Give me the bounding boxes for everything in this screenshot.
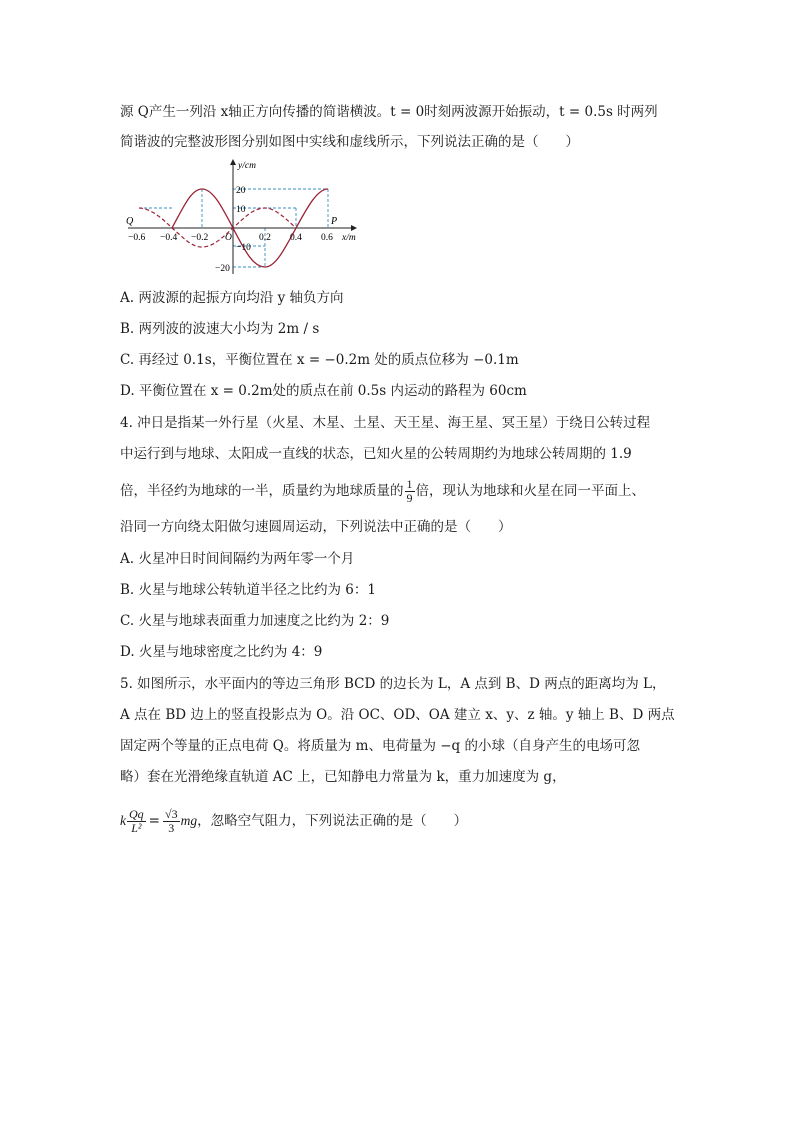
equation-k: k xyxy=(120,813,126,828)
q4-stem-line-4: 沿同一方向绕太阳做匀速圆周运动，下列说法中正确的是（ ） xyxy=(120,519,512,535)
equals-sign: = xyxy=(148,813,160,829)
y-tick-label: 10 xyxy=(236,205,246,215)
q4-option-d: D. 火星与地球密度之比约为 4：9 xyxy=(120,644,323,660)
x-tick-label: 0.2 xyxy=(259,233,271,243)
x-tick-label: −0.2 xyxy=(191,233,209,243)
x-tick-label: 0.4 xyxy=(290,233,302,243)
root-fraction xyxy=(163,808,180,835)
y-tick-label: −20 xyxy=(215,264,230,274)
q3-option-a: A. 两波源的起振方向均沿 y 轴负方向 xyxy=(120,290,344,306)
coulomb-fraction xyxy=(127,808,146,835)
wave-figure xyxy=(120,156,360,276)
fraction-numerator: 1 xyxy=(406,477,413,491)
q4-option-c: C. 火星与地球表面重力加速度之比约为 2：9 xyxy=(120,613,390,629)
q5-stem-line-3: 固定两个等量的正点电荷 Q。将质量为 m、电荷量为 −q 的小球（自身产生的电场可忽 xyxy=(120,738,640,754)
x-axis-label: x/m xyxy=(342,233,356,243)
q4-stem-line-1: 4. 冲日是指某一外行星（火星、木星、土星、天王星、海王星、冥王星）于绕日公转过程 xyxy=(120,415,651,431)
q5-stem-text: ，忽略空气阻力，下列说法正确的是（ ） xyxy=(197,813,468,829)
q4-option-a: A. 火星冲日时间间隔约为两年零一个月 xyxy=(120,551,355,567)
q3-option-b: B. 两列波的波速大小均为 2m / s xyxy=(120,321,320,337)
fraction-numerator: Qq xyxy=(129,807,144,821)
origin-label: O xyxy=(225,233,232,243)
equation-mg: mg xyxy=(180,813,198,828)
q3-intro-line-2: 简谐波的完整波形图分别如图中实线和虚线所示，下列说法正确的是（ ） xyxy=(120,134,579,150)
q4-option-b: B. 火星与地球公转轨道半径之比约为 6：1 xyxy=(120,582,376,598)
source-p-label: P xyxy=(331,216,338,227)
y-tick-label: 20 xyxy=(236,186,246,196)
q4-stem-line-3 xyxy=(120,478,645,505)
fraction-numerator: √3 xyxy=(164,807,178,821)
fraction-denominator: 9 xyxy=(406,491,413,505)
q3-option-d: D. 平衡位置在 x = 0.2m处的质点在前 0.5s 内运动的路程为 60cm xyxy=(120,383,527,399)
y-tick-label: −10 xyxy=(236,243,251,253)
fraction-denominator: L² xyxy=(131,821,142,835)
mass-fraction xyxy=(405,478,415,505)
q5-stem-line-2: A 点在 BD 边上的竖直投影点为 O。沿 OC、OD、OA 建立 x、y、z 轴。y 轴上 B、D 两点 xyxy=(120,707,675,723)
y-axis-label: y/cm xyxy=(238,161,256,171)
q3-intro-line-1: 源 Q产生一列沿 x轴正方向传播的简谐横波。t = 0时刻两波源开始振动，t = 0.5s 时两列 xyxy=(120,104,658,120)
x-tick-label: 0.6 xyxy=(321,233,333,243)
x-tick-label: −0.6 xyxy=(128,233,146,243)
q4-stem-text: 倍，现认为地球和火星在同一平面上、 xyxy=(415,483,645,499)
x-tick-label: −0.4 xyxy=(160,233,178,243)
q4-stem-line-2: 中运行到与地球、太阳成一直线的状态，已知火星的公转周期约为地球公转周期的 1.9 xyxy=(120,446,632,462)
q5-equation-line xyxy=(120,808,467,835)
q5-stem-line-4: 略）套在光滑绝缘直轨道 AC 上，已知静电力常量为 k，重力加速度为 g， xyxy=(120,769,566,785)
q4-stem-text: 倍，半径约为地球的一半，质量约为地球质量的 xyxy=(120,483,404,499)
source-q-label: Q xyxy=(126,216,134,227)
fraction-denominator: 3 xyxy=(168,821,175,835)
q5-stem-line-1: 5. 如图所示，水平面内的等边三角形 BCD 的边长为 L，A 点到 B、D 两点的距离均为 L， xyxy=(120,676,666,692)
q3-option-c: C. 再经过 0.1s，平衡位置在 x = −0.2m 处的质点位移为 −0.1m xyxy=(120,352,519,368)
